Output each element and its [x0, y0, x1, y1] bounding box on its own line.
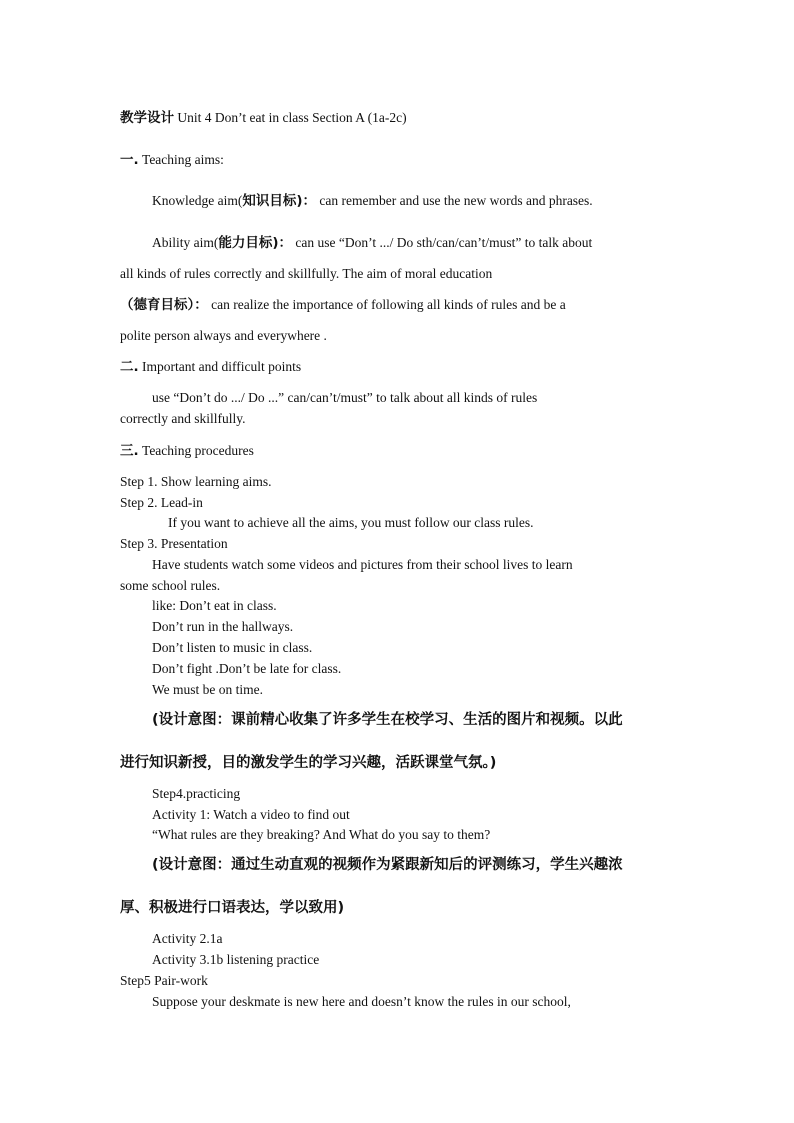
design-intent-2-cont: 厚、积极进行口语表达，学以致用) — [120, 900, 345, 916]
activity-3: Activity 3.1b listening practice — [152, 952, 320, 967]
ability-aim-cont: all kinds of rules correctly and skillfully. The aim of moral education — [120, 266, 493, 281]
activity-1-question: “What rules are they breaking? And What do you say to them? — [152, 827, 491, 842]
step-3-text-cont: some school rules. — [120, 578, 221, 593]
knowledge-aim: Knowledge aim(知识目标)： can remember and use the new words and phrases. — [152, 193, 593, 209]
points-text-cont: correctly and skillfully. — [120, 411, 246, 426]
document-title: 教学设计 Unit 4 Don’t eat in class Section A (1a-2c) — [120, 110, 407, 126]
rule-item: Don’t fight .Don’t be late for class. — [152, 661, 342, 676]
step-5: Step5 Pair-work — [120, 973, 208, 988]
activity-2: Activity 2.1a — [152, 931, 223, 946]
design-intent-1-cont: 进行知识新授，目的激发学生的学习兴趣，活跃课堂气氛。) — [120, 755, 497, 771]
step-3: Step 3. Presentation — [120, 536, 228, 551]
section-heading-points: 二. Important and difficult points — [120, 359, 302, 375]
rule-item: We must be on time. — [152, 682, 264, 697]
moral-aim-cont: polite person always and everywhere . — [120, 328, 327, 343]
section-heading-procedures: 三. Teaching procedures — [120, 443, 254, 459]
ability-aim: Ability aim(能力目标)： can use “Don’t .../ Do sth/can/can’t/must” to talk about — [152, 235, 593, 251]
step-1: Step 1. Show learning aims. — [120, 474, 272, 489]
rule-item: Don’t listen to music in class. — [152, 640, 313, 655]
moral-aim: （德育目标）： can realize the importance of following all kinds of rules and be a — [120, 297, 566, 313]
section-heading-aims: 一. Teaching aims: — [120, 152, 224, 168]
rule-item: like: Don’t eat in class. — [152, 598, 277, 613]
rule-item: Don’t run in the hallways. — [152, 619, 294, 634]
design-intent-1: (设计意图：课前精心收集了许多学生在校学习、生活的图片和视频。以此 — [152, 712, 623, 728]
step-4: Step4.practicing — [152, 786, 241, 801]
design-intent-2: (设计意图：通过生动直观的视频作为紧跟新知后的评测练习，学生兴趣浓 — [152, 857, 623, 873]
step-2: Step 2. Lead-in — [120, 495, 203, 510]
step-5-text: Suppose your deskmate is new here and doesn’t know the rules in our school, — [152, 994, 571, 1009]
step-2-text: If you want to achieve all the aims, you must follow our class rules. — [168, 515, 534, 530]
points-text: use “Don’t do .../ Do ...” can/can’t/must” to talk about all kinds of rules — [152, 390, 538, 405]
step-3-text: Have students watch some videos and pictures from their school lives to learn — [152, 557, 573, 572]
activity-1: Activity 1: Watch a video to find out — [152, 807, 350, 822]
